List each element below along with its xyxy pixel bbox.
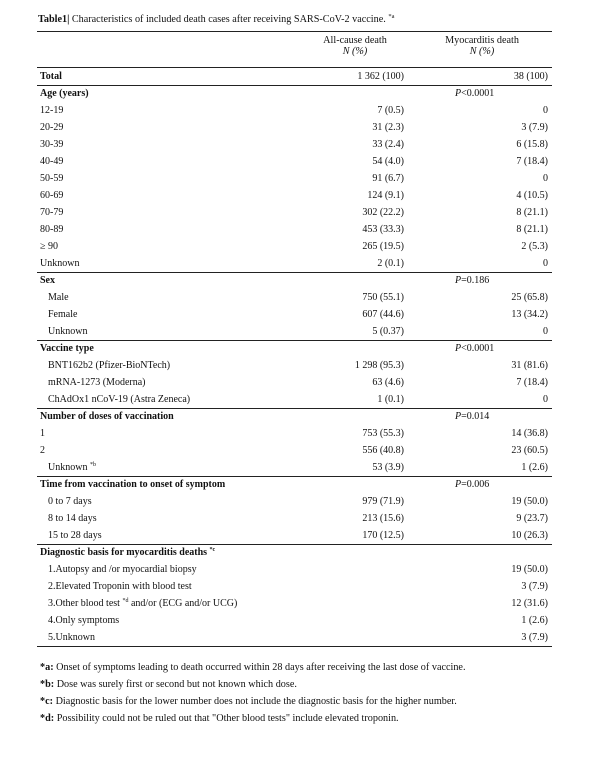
myocarditis-value: 12 (31.6) (511, 598, 548, 609)
all-cause-value: 2 (0.1) (377, 258, 404, 269)
column-header-all-cause-title: All-cause death (323, 35, 387, 46)
myocarditis-value: 8 (21.1) (516, 224, 548, 235)
myocarditis-value: 19 (50.0) (511, 564, 548, 575)
table-row (37, 358, 552, 375)
row-label: 50-59 (40, 173, 64, 184)
column-header-myocarditis-title: Myocarditis death (445, 35, 519, 46)
all-cause-value: 170 (12.5) (362, 530, 404, 541)
all-cause-value: 124 (9.1) (367, 190, 404, 201)
footnote-marker: *c (209, 547, 216, 553)
all-cause-value: 53 (3.9) (372, 462, 404, 473)
row-label: 3.Other blood test $^{*d}$ and/or (ECG and/or UCG) (48, 598, 238, 609)
table-caption-label: Table1| (38, 14, 70, 25)
p-value: P<0.0001 (455, 88, 495, 99)
header-rule (37, 67, 552, 68)
table-row (37, 545, 552, 562)
myocarditis-value: 6 (15.8) (516, 139, 548, 150)
table-row (37, 188, 552, 205)
myocarditis-value: 2 (5.3) (521, 241, 548, 252)
row-label: Unknown (40, 258, 80, 269)
table-row (37, 86, 552, 103)
table-row (37, 154, 552, 171)
row-label: Unknown (48, 326, 88, 337)
row-label: Unknown $^{*b}$ (48, 462, 96, 473)
all-cause-value: 31 (2.3) (372, 122, 404, 133)
column-header-myocarditis-unit: N (%) (469, 46, 495, 57)
all-cause-value: 33 (2.4) (372, 139, 404, 150)
table-row (37, 103, 552, 120)
column-header-all-cause-unit: N (%) (342, 46, 368, 57)
row-label: 60-69 (40, 190, 64, 201)
all-cause-value: 1 362 (100) (357, 71, 404, 82)
top-rule (37, 31, 552, 32)
table-row (37, 273, 552, 290)
row-label: 2 (40, 445, 45, 456)
myocarditis-value: 0 (543, 394, 548, 405)
myocarditis-value: 14 (36.8) (511, 428, 548, 439)
myocarditis-value: 3 (7.9) (521, 632, 548, 643)
row-label: 70-79 (40, 207, 64, 218)
myocarditis-value: 4 (10.5) (516, 190, 548, 201)
table-caption (38, 13, 394, 25)
all-cause-value: 5 (0.37) (372, 326, 404, 337)
table-row (37, 630, 552, 647)
all-cause-value: 1 (0.1) (377, 394, 404, 405)
myocarditis-value: 7 (18.4) (516, 156, 548, 167)
all-cause-value: 302 (22.2) (362, 207, 404, 218)
row-label: 2.Elevated Troponin with blood test (48, 581, 192, 592)
myocarditis-value: 19 (50.0) (511, 496, 548, 507)
all-cause-value: 54 (4.0) (372, 156, 404, 167)
column-header-myocarditis (427, 35, 537, 57)
row-label: 1 (40, 428, 45, 439)
all-cause-value: 7 (0.5) (377, 105, 404, 116)
all-cause-value: 753 (55.3) (362, 428, 404, 439)
footnote-marker: *b (89, 462, 96, 468)
row-label: 40-49 (40, 156, 64, 167)
table-row (37, 290, 552, 307)
row-label: 1.Autopsy and /or myocardial biopsy (48, 564, 197, 575)
table-row (37, 392, 552, 409)
row-label: Vaccine type (40, 343, 94, 354)
table-row (37, 256, 552, 273)
myocarditis-value: 13 (34.2) (511, 309, 548, 320)
row-label: 15 to 28 days (48, 530, 102, 541)
column-header-all-cause (300, 35, 410, 57)
table-row (37, 69, 552, 86)
row-label: 80-89 (40, 224, 64, 235)
all-cause-value: 1 298 (95.3) (354, 360, 404, 371)
all-cause-value: 91 (6.7) (372, 173, 404, 184)
myocarditis-value: 1 (2.6) (521, 615, 548, 626)
all-cause-value: 453 (33.3) (362, 224, 404, 235)
all-cause-value: 750 (55.1) (362, 292, 404, 303)
myocarditis-value: 10 (26.3) (511, 530, 548, 541)
table-row (37, 579, 552, 596)
table-row (37, 613, 552, 630)
row-label: 12-19 (40, 105, 64, 116)
table-row (37, 494, 552, 511)
row-label: 8 to 14 days (48, 513, 97, 524)
row-label: 4.Only symptoms (48, 615, 120, 626)
row-label: Diagnostic basis for myocarditis deaths $^{*c}$ (40, 547, 216, 558)
myocarditis-value: 0 (543, 258, 548, 269)
row-label: ChAdOx1 nCoV-19 (Astra Zeneca) (48, 394, 191, 405)
row-label: Sex (40, 275, 55, 286)
footnote: *b: Dose was surely first or second but not known which dose. (40, 679, 297, 690)
myocarditis-value: 8 (21.1) (516, 207, 548, 218)
table-row (37, 205, 552, 222)
all-cause-value: 979 (71.9) (362, 496, 404, 507)
table-row (37, 562, 552, 579)
myocarditis-value: 0 (543, 326, 548, 337)
row-label: Age (years) (40, 88, 89, 99)
table-row (37, 528, 552, 545)
table-row (37, 324, 552, 341)
row-label: Time from vaccination to onset of symptom (40, 479, 226, 490)
table-caption-text: Characteristics of included death cases after receiving SARS-CoV-2 vaccine. (69, 14, 386, 25)
table-row (37, 120, 552, 137)
row-label: ≥ 90 (40, 241, 58, 252)
row-label: Number of doses of vaccination (40, 411, 174, 422)
row-label: Female (48, 309, 78, 320)
row-label: 5.Unknown (48, 632, 95, 643)
table-row (37, 426, 552, 443)
myocarditis-value: 3 (7.9) (521, 581, 548, 592)
myocarditis-value: 1 (2.6) (521, 462, 548, 473)
row-label: Male (48, 292, 69, 303)
table-row (37, 222, 552, 239)
p-value: P=0.014 (455, 411, 490, 422)
myocarditis-value: 23 (60.5) (511, 445, 548, 456)
table-caption-note: *a (388, 13, 395, 20)
table-row (37, 307, 552, 324)
myocarditis-value: 31 (81.6) (511, 360, 548, 371)
row-label: mRNA-1273 (Moderna) (48, 377, 146, 388)
table-row (37, 460, 552, 477)
row-label: 0 to 7 days (48, 496, 92, 507)
myocarditis-value: 7 (18.4) (516, 377, 548, 388)
row-label: BNT162b2 (Pfizer-BioNTech) (48, 360, 171, 371)
myocarditis-value: 25 (65.8) (511, 292, 548, 303)
all-cause-value: 63 (4.6) (372, 377, 404, 388)
footnote: *d: Possibility could not be ruled out that "Other blood tests" include elevated troponin. (40, 713, 399, 724)
myocarditis-value: 38 (100) (513, 71, 548, 82)
p-value: P=0.006 (455, 479, 490, 490)
all-cause-value: 213 (15.6) (362, 513, 404, 524)
all-cause-value: 265 (19.5) (362, 241, 404, 252)
p-value: P<0.0001 (455, 343, 495, 354)
footnotes (40, 659, 466, 727)
p-value: P=0.186 (455, 275, 490, 286)
myocarditis-value: 0 (543, 173, 548, 184)
myocarditis-value: 3 (7.9) (521, 122, 548, 133)
table-row (37, 239, 552, 256)
myocarditis-value: 9 (23.7) (516, 513, 548, 524)
row-label: 20-29 (40, 122, 64, 133)
section-rule (37, 646, 552, 647)
myocarditis-value: 0 (543, 105, 548, 116)
row-label: 30-39 (40, 139, 64, 150)
table-row (37, 409, 552, 426)
table-row (37, 596, 552, 613)
table-row (37, 511, 552, 528)
table-row (37, 375, 552, 392)
footnote: *c: Diagnostic basis for the lower number does not include the diagnostic basis for the higher number. (40, 696, 457, 707)
table-row (37, 171, 552, 188)
footnote-marker: *d (122, 598, 129, 604)
table-row (37, 137, 552, 154)
all-cause-value: 556 (40.8) (362, 445, 404, 456)
footnote: *a: Onset of symptoms leading to death occurred within 28 days after receiving the last dose of vaccine. (40, 662, 466, 673)
all-cause-value: 607 (44.6) (362, 309, 404, 320)
table-row (37, 477, 552, 494)
table-row (37, 341, 552, 358)
row-label: Total (40, 71, 62, 82)
table-row (37, 443, 552, 460)
